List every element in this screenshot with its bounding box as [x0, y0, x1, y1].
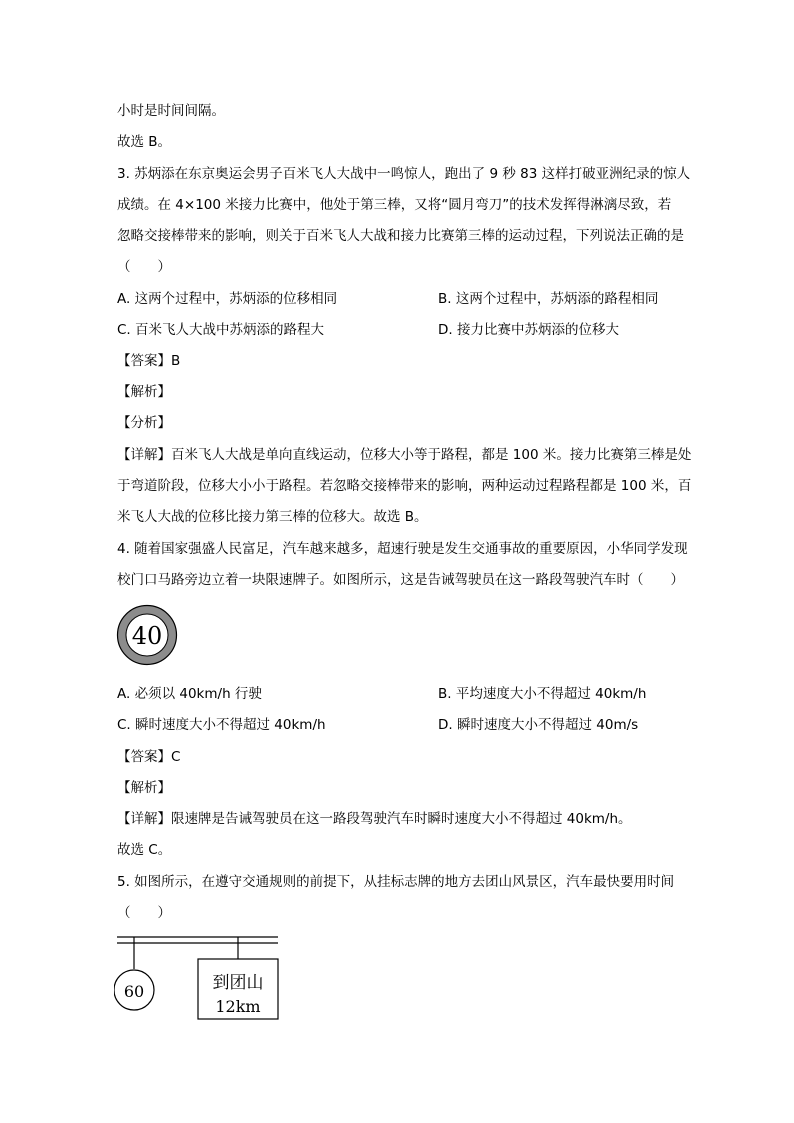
explanation-line: 米飞人大战的位移比接力第三棒的位移大。故选 B。: [117, 509, 428, 525]
option-d: D. 瞬时速度大小不得超过 40m/s: [438, 717, 639, 733]
option-a: A. 这两个过程中，苏炳添的位移相同: [117, 291, 338, 307]
explanation-line: 【详解】限速牌是告诫驾驶员在这一路段驾驶汽车时瞬时速度大小不得超过 40km/h。: [117, 811, 632, 827]
question-3-stem: 忽略交接棒带来的影响，则关于百米飞人大战和接力比赛第三棒的运动过程，下列说法正确的是: [117, 228, 684, 244]
board-distance: 12km: [215, 997, 261, 1016]
traffic-signs-figure: [114, 932, 284, 1024]
option-b: B. 平均速度大小不得超过 40km/h: [438, 686, 647, 702]
sign-60-value: 60: [123, 982, 145, 1001]
answer-label: 【答案】B: [117, 353, 181, 369]
text-line: 故选 C。: [117, 842, 172, 858]
option-c: C. 瞬时速度大小不得超过 40km/h: [117, 717, 326, 733]
explanation-line: 【详解】百米飞人大战是单向直线运动，位移大小等于路程，都是 100 米。接力比赛第三棒是处: [117, 447, 692, 463]
question-5-stem: 5. 如图所示，在遵守交通规则的前提下，从挂标志牌的地方去团山风景区，汽车最快要用时间: [117, 874, 675, 890]
option-b: B. 这两个过程中，苏炳添的路程相同: [438, 291, 659, 307]
question-3-bracket: （ ）: [117, 259, 171, 275]
question-4-stem: 校门口马路旁边立着一块限速牌子。如图所示，这是告诫驾驶员在这一路段驾驶汽车时（ ）: [117, 572, 684, 588]
option-c: C. 百米飞人大战中苏炳添的路程大: [117, 322, 325, 338]
speed-limit-sign-40: [116, 604, 178, 666]
answer-label: 【答案】C: [117, 749, 181, 765]
question-3-stem: 成绩。在 4×100 米接力比赛中，他处于第三棒，又将“圆月弯刀”的技术发挥得淋漓尽致，若: [117, 197, 672, 213]
question-5-bracket: （ ）: [117, 905, 171, 921]
option-d: D. 接力比赛中苏炳添的位移大: [438, 322, 619, 338]
text-line: 小时是时间间隔。: [117, 103, 225, 119]
option-a: A. 必须以 40km/h 行驶: [117, 686, 262, 702]
sign-40-value: 40: [131, 622, 163, 650]
analysis-sub-label: 【分析】: [117, 415, 171, 431]
analysis-label: 【解析】: [117, 780, 171, 796]
question-3-stem: 3. 苏炳添在东京奥运会男子百米飞人大战中一鸣惊人，跑出了 9 秒 83 这样打破亚洲纪录的惊人: [117, 166, 691, 182]
question-4-stem: 4. 随着国家强盛人民富足，汽车越来越多，超速行驶是发生交通事故的重要原因，小华同学发现: [117, 541, 688, 557]
text-line: 故选 B。: [117, 134, 172, 150]
board-destination: 到团山: [212, 973, 264, 993]
explanation-line: 于弯道阶段，位移大小小于路程。若忽略交接棒带来的影响，两种运动过程路程都是 100 米，百: [117, 478, 692, 494]
analysis-label: 【解析】: [117, 384, 171, 400]
